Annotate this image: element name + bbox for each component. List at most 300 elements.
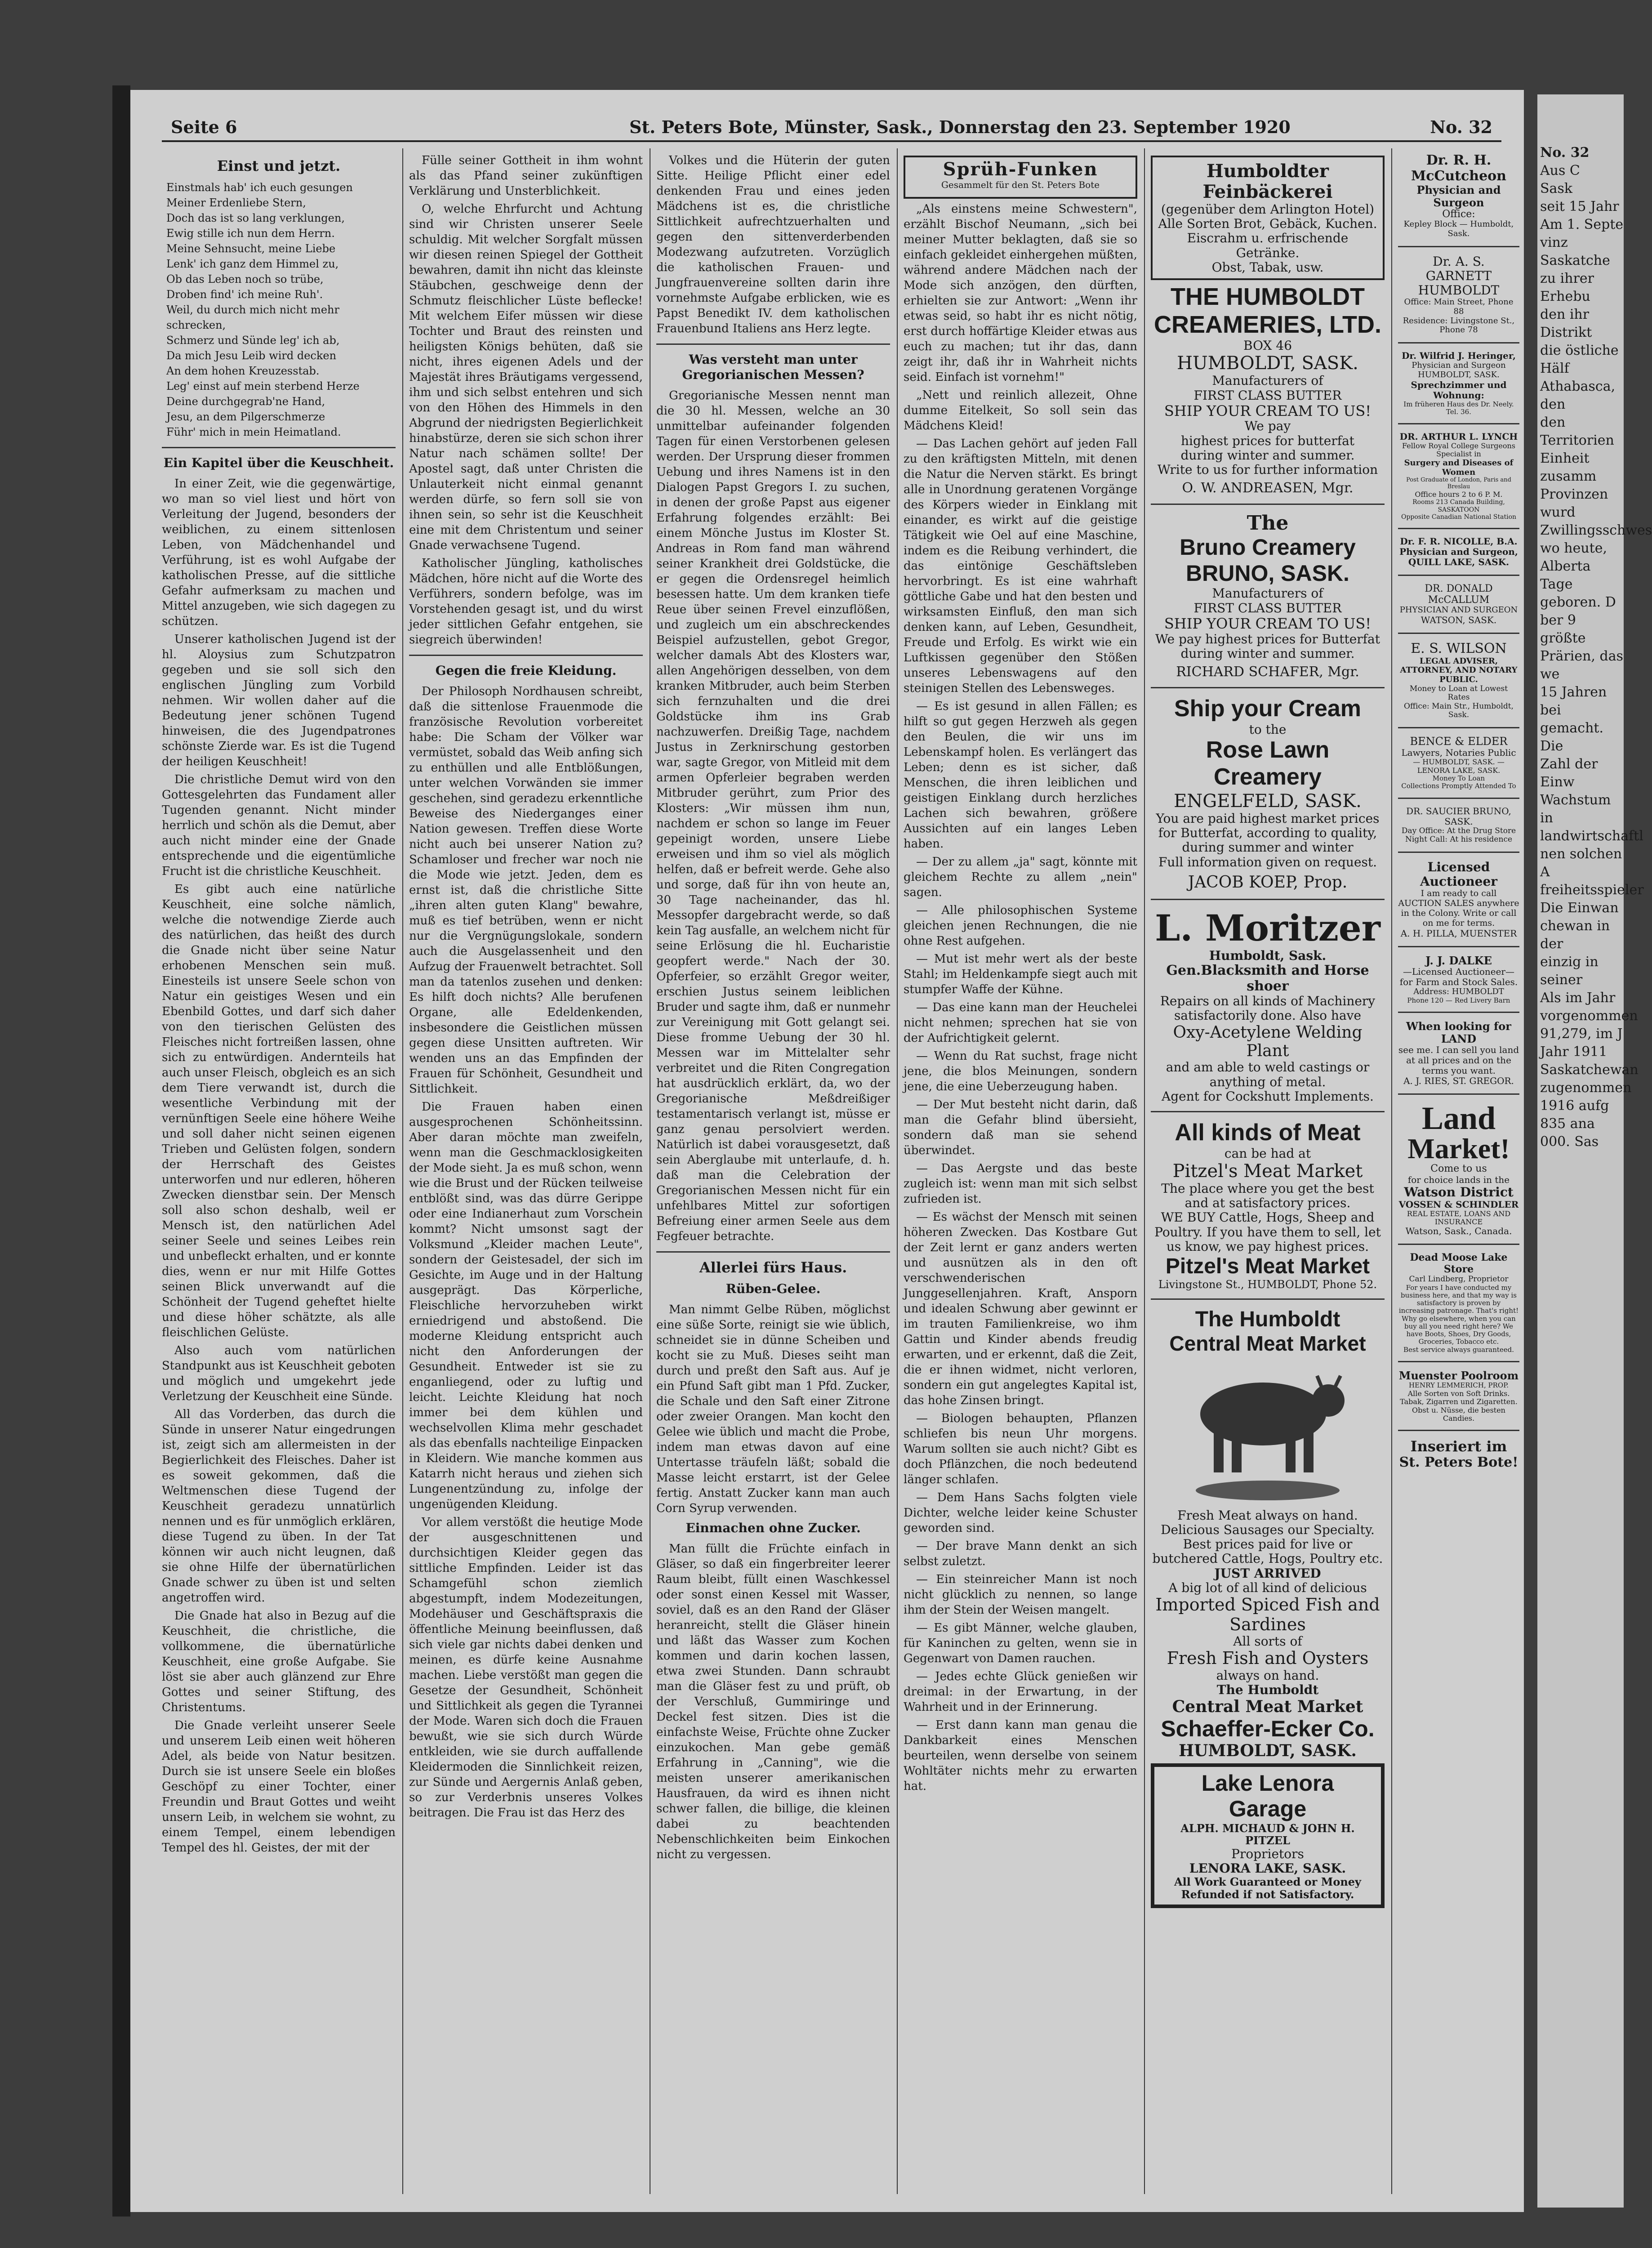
recipe-text: Man füllt die Früchte einfach in Gläser, so daß ein fingerbreiter leerer Raum bleibt, füllt einen Waschkessel oder sonst einen Kessel mit Wasser, soviel, daß es an den Rand der Gläser heranreicht, stellt die Gläser hinein und läßt das Wasser zum Kochen kommen und darin kochen lassen, etwa zwei Stunden. Dann schraubt man die Gläser fest zu und prüft, ob der Verschluß, Gummiringe und Deckel fest sitzen. Dies ist die einfachste Weise, Früchte ohne Zucker einzukochen. Man gebe gemäß Erfahrung in „Canning", wie die meisten unserer amerikanischen Hausfrauen, da wird es ihnen nicht schwer fallen, die billige, die kleinen dabei zu beachtenden Nebenschlichkeiten beim Einkochen nicht zu vergessen. — [656, 1542, 890, 1861]
ries-name: A. J. RIES, ST. GREGOR. — [1403, 1075, 1514, 1087]
column-rule — [1144, 148, 1145, 2194]
saucier-card — [1398, 806, 1519, 844]
recipe-title: Einmachen ohne Zucker. — [686, 1521, 861, 1535]
masthead-line: St. Peters Bote, Münster, Sask., Donnerstag den 23. September 1920 — [629, 117, 1291, 137]
spruehfunken-item: — Es ist gesund in allen Fällen; es hilft so gut gegen Herzweh als gegen den Beulen, die wir uns im Lebenskampf holen. Es verlängert das Leben; denn es ist sicher, daß Menschen, die ihren leiblichen und geistigen Einklang durch herzliches Lachen sich bewahren, größere Aussichten auf ein langes Leben haben. — [904, 700, 1137, 851]
spruehfunken-item: — Jedes echte Glück genießen wir dreimal: in der Erwartung, in der Wahrheit und in der Erinnerung. — [904, 1670, 1137, 1714]
spruehfunken-item: — Erst dann kann man genau die Dankbarkeit eines Menschen beurteilen, wenn derselbe von seinem Wohltäter nichts mehr zu erwarten hat. — [904, 1718, 1137, 1793]
creameries-title: THE HUMBOLDT CREAMERIES, LTD. — [1153, 283, 1381, 339]
spruehfunken-item: — Der zu allem „ja" sagt, könnte mit gleichem Rechte zu allem „nein" sagen. — [904, 855, 1137, 899]
bakery-line: Obst, Tabak, usw. — [1211, 259, 1324, 275]
moritzer-title: L. Moritzer — [1155, 907, 1380, 950]
bruno-the: The — [1247, 511, 1289, 535]
spruehfunken-item: „Als einstens meine Schwestern", erzählt Bischof Neumann, „sich bei meiner Mutter beklagten, daß sie so einfach gekleidet einhergehen müßten, während andere Mädchen nach der Mode sich anzögen, den dürften, erhielten sie zur Antwort: „Wenn ihr etwas seid, so habt ihr es nicht nötig, erst durch hoffärtige Kleider etwas aus euch zu machen; tut ihr das, dann zeigt ihr, daß ihr in Wahrheit nichts seid. Einfach ist vornehm!" — [904, 202, 1137, 384]
paragraph: Also auch vom natürlichen Standpunkt aus ist Keuschheit geboten und möglich und umgekehrt jede Verletzung der Keuschheit eine Sünde. — [162, 1344, 396, 1403]
pilla-name: A. H. PILLA, MUENSTER — [1400, 928, 1517, 939]
page-header — [130, 112, 1524, 139]
article-body — [162, 476, 396, 1855]
mccutcheon-card — [1398, 153, 1519, 239]
spruehfunken-item: „Nett und reinlich allezeit, Ohne dumme Eitelkeit, So soll sein das Mädchens Kleid! — [904, 388, 1137, 433]
land-district: Watson District — [1404, 1184, 1514, 1200]
garage-town: LENORA LAKE, SASK. — [1189, 1861, 1346, 1876]
adjacent-line: die östliche Hälf — [1540, 343, 1619, 376]
rose-town: ENGELFELD, SASK. — [1174, 790, 1362, 812]
central-text: All sorts of — [1233, 1634, 1302, 1649]
divider — [409, 655, 643, 656]
bence-town: — HUMBOLDT, SASK. — — [1413, 758, 1505, 767]
creameries-text: during winter and summer. — [1180, 447, 1355, 463]
adjacent-line: ber 9 größte — [1540, 612, 1586, 646]
adjacent-line: freiheitsspieler — [1540, 882, 1644, 898]
spruehfunken-item: — Ein steinreicher Mann ist noch nicht glücklich zu nennen, so lange ihm der Stein der Weisen mangelt. — [904, 1573, 1137, 1617]
creameries-box: BOX 46 — [1243, 338, 1292, 353]
pilla-card — [1398, 860, 1519, 939]
rose-text: Full information given on request. — [1158, 854, 1377, 870]
adjacent-line: Zahl der Einw — [1540, 756, 1598, 790]
creameries-text: We pay — [1244, 419, 1291, 434]
column-2 — [409, 153, 643, 2194]
adjacent-line: Zwillingsschwes — [1540, 522, 1652, 538]
poem-line: Ob das Leben noch so trübe, — [166, 273, 324, 285]
pitzel-name2: Pitzel's Meat Market — [1165, 1254, 1370, 1278]
adjacent-line: Provinzen wurd — [1540, 486, 1608, 520]
poem — [162, 180, 396, 440]
creameries-text: FIRST CLASS BUTTER — [1193, 388, 1342, 403]
central-town: HUMBOLDT, SASK. — [1179, 1741, 1357, 1761]
adjacent-number: No. 32 — [1540, 145, 1590, 161]
adjacent-line: den ihr Distrikt — [1540, 307, 1592, 340]
moritzer-trade: Gen.Blacksmith and Horse shoer — [1166, 963, 1369, 994]
wilson-title: LEGAL ADVISER, ATTORNEY, AND NOTARY PUBLIC. — [1400, 656, 1518, 684]
adjacent-page — [1537, 94, 1652, 2208]
ries-title: When looking for LAND — [1406, 1020, 1511, 1045]
bence-name: BENCE & ELDER — [1410, 735, 1508, 748]
adjacent-line: Einheit zusamm — [1540, 450, 1597, 484]
poem-line: Da mich Jesu Leib wird decken — [166, 349, 337, 362]
land-real: REAL ESTATE, LOANS AND INSURANCE — [1407, 1209, 1511, 1227]
divider — [1398, 342, 1519, 343]
column-rule — [897, 148, 898, 2194]
mccallum-name: DR. DONALD McCALLUM — [1425, 583, 1493, 606]
spruehfunken-banner — [904, 156, 1137, 199]
book-binding — [112, 85, 130, 2217]
divider — [1398, 1244, 1519, 1245]
divider — [1151, 1111, 1385, 1112]
deadmoose-text: For years I have conducted my business here, and that my way is satisfactory is proven by increasing patronage. That's right! Why go elsewhere, when you can buy all you need right here? We have Boots, Shoes, Dry Goods, Groceries, Tobacco etc. — [1398, 1283, 1519, 1346]
bruno-mgr: RICHARD SCHAFER, Mgr. — [1176, 664, 1359, 680]
divider — [1398, 528, 1519, 529]
saucier-night: Night Call: At his residence — [1405, 835, 1513, 844]
poem-line: Droben find' ich meine Ruh'. — [166, 288, 323, 301]
poem-line: Meiner Erdenliebe Stern, — [166, 196, 306, 209]
pitzel-sub: can be had at — [1224, 1146, 1311, 1161]
bruno-text: FIRST CLASS BUTTER — [1193, 600, 1342, 616]
garnett-card — [1398, 254, 1519, 335]
divider — [1151, 687, 1385, 688]
adjacent-line: seit 15 Jahr — [1540, 199, 1619, 214]
saucier-day: Day Office: At the Drug Store — [1401, 826, 1516, 835]
mccallum-card — [1398, 583, 1519, 625]
central-imported: Imported Spiced Fish and Sardines — [1155, 1594, 1380, 1634]
nicolle-title: Physician and Surgeon, — [1399, 546, 1518, 557]
article-body — [656, 388, 890, 1244]
pilla-title: Licensed Auctioneer — [1420, 859, 1498, 889]
bruno-town: BRUNO, SASK. — [1186, 560, 1349, 586]
divider — [1398, 633, 1519, 634]
article-title: Gegen die freie Kleidung. — [435, 663, 617, 678]
creameries-town: HUMBOLDT, SASK. — [1177, 353, 1358, 374]
paragraph: Die Frauen haben einen ausgesprochenen Schönheitssinn. Aber daran möchte man zweifeln, wenn man die Geschmacklosigkeiten der Mode sieht. Ja es muß schon, wenn wie die Brust und der Rücken teilweise entblößt sind, was das dürre Gerippe oder eine Indianerhaut zum Vorschein kommt? Nicht umsonst sagt der Volksmund „Kleider machen Leute", sondern der Geistesadel, der sich im Gesichte, im Auge und in der Haltung ausgeprägt. Das Körperliche, Fleischliche hervorzuheben wirkt erniedrigend und abstoßend. Die moderne Kleidung entspricht auch nicht den Anforderungen der Gesundheit. Entweder ist sie zu enganliegend, oder zu luftig und leicht. Leichte Kleidung hat noch immer bei dem kühlen und wechselvollen Klima mehr geschadet als das ebenfalls nachteilige Einpacken in Kleidern. Wie manche kommen aus Katarrh nicht heraus und ziehen sich Lungenentzündung zu, infolge der ungenügenden Kleidung. — [409, 1100, 643, 1511]
rose-text: You are paid highest market prices for Butterfat, according to quality, during summer and winter — [1156, 811, 1380, 855]
heringer-s2: Im früheren Haus des Dr. Neely. Tel. 36. — [1403, 400, 1514, 416]
dalke-sub: for Farm and Stock Sales. — [1399, 977, 1518, 988]
divider — [656, 1251, 890, 1253]
heringer-town: HUMBOLDT, SASK. — [1418, 370, 1500, 379]
article-body — [409, 153, 643, 647]
divider — [1151, 899, 1385, 900]
column-1 — [162, 153, 396, 2194]
bence-coll: Collections Promptly Attended To — [1401, 782, 1516, 790]
spruehfunken-subtitle: Gesammelt für den St. Peters Bote — [941, 179, 1100, 190]
paragraph: Katholischer Jüngling, katholisches Mädchen, höre nicht auf die Worte des Verführers, sondern befolge, was im Vorstehenden gesagt ist, und du wirst jeder sittlichen Gefahr entgehen, sie siegreich überwinden! — [409, 557, 643, 647]
bakery-line: Eiscrahm u. erfrischende Getränke. — [1187, 231, 1349, 260]
ries-text: see me. I can sell you land at all prices and on the terms you want. — [1398, 1044, 1519, 1076]
poem-line: Weil, du durch mich nicht mehr schrecken, — [166, 303, 339, 331]
article-body — [409, 684, 643, 1820]
land-title: Land — [1421, 1100, 1496, 1137]
garage-l1: Lake Lenora — [1201, 1770, 1334, 1796]
bakery-line: Alle Sorten Brot, Gebäck, Kuchen. — [1158, 216, 1377, 232]
mccallum-title: PHYSICIAN AND SURGEON — [1399, 605, 1518, 615]
paragraph: Der Philosoph Nordhausen schreibt, daß die sittenlose Frauenmode die französische Revolution vorbereitet habe: Die Scham der Völker war vermüstet, sobald das Weib anfing sich zu enthüllen und alle Entblößungen, unter welchen Vorwänden sie immer geschehen, sind geradezu erkenntliche Beweise des Niederganges einer Nation gewesen. Treffen diese Worte nicht auch bei unserer Nation zu? Schamloser und frecher war noch nie die Mode wie jetzt. Jeden, dem es ernst ist, daß die christliche Sitte „ihren alten guten Klang" bewahre, muß es tief betrüben, wenn er nicht nur die Vergnügungslokale, sondern auch die Ausgelassenheit und den Aufzug der Frauenwelt betrachtet. Soll man da tatenlos zusehen und denken: Es hilft doch nichts? Alle berufenen Organe, alle Edeldenkenden, insbesondere die Geistlichen müssen gegen diese Unsitten auftreten. Wir wenden uns an das Empfinden der Frauen für Schönheit, Gesundheit und Sittlichkeit. — [409, 685, 643, 1096]
spruehfunken-item: — Es wächst der Mensch mit seinen höheren Zwecken. Das Kostbare Gut der Zeit lernt er ganz anders werten und ausnützen als in den oft verschwenderischen Junggesellenjahren. Kraft, Ansporn und idealen Schwung aber gewinnt er im trauten Familienkreise, wo ihm Gattin und Kinder abends freudig erwarten, und er erkennt, daß die Zeit, die er ihnen widmet, nicht verloren, sondern ein gut angelegtes Kapital ist, das hohe Zinsen bringt. — [904, 1210, 1137, 1407]
poolroom-prop: HENRY LEMMERICH, PROP. — [1408, 1381, 1509, 1390]
central-meat-ad — [1151, 1307, 1385, 1761]
dalke-card — [1398, 955, 1519, 1005]
paragraph: Gregorianische Messen nennt man die 30 hl. Messen, welche an 30 unmittelbar aufeinander folgenden Tagen für einen Verstorbenen gelesen werden. Der Ursprung dieser frommen Uebung und ihres Namens ist in den Dialogen Papst Gregors I. zu suchen, in denen der große Papst aus eigener Erfahrung folgendes erzählt: Bei einem Mönche Justus im Kloster St. Andreas in Rom fand man während seiner Krankheit drei Goldstücke, die er gegen die Ordensregel heimlich besessen hatte. Um dem kranken tiefe Reue über seinen Frevel einzuflößen, und zugleich um ein abschreckendes Beispiel aufzustellen, gebot Gregor, welcher damals Abt des Klosters war, allen Angehörigen desselben, von dem kranken Mitbruder, auch beim Sterben sich fernzuhalten und die drei Goldstücke ihm ins Grab nachzuwerfen. Dreißig Tage, nachdem Justus in Zerknirschung gestorben war, sagte Gregor, von Mitleid mit dem armen Opferleier begraben werden Mitbruder gerührt, zum Prior des Klosters: „Wir müssen ihm nun, nachdem er schon so lange im Feuer gepeinigt worden, unsere Liebe erweisen und ihm so viel als möglich helfen, daß er befreit werde. Gehe also und sorge, daß für ihn von heute an, 30 Tage nacheinander, das hl. Messopfer dargebracht werde, so daß kein Tag ausfalle, an welchem nicht für seine Erlösung die hl. Eucharistie geopfert werde." Nach der 30. Opferfeier, so erzählt Gregor weiter, erschien Justus seinem leiblichen Bruder und sagte ihm, daß er nunmehr zur Vereinigung mit Gott gelangt sei. Diese fromme Uebung der 30 hl. Messen war im Mittelalter sehr verbreitet und die Riten Congregation hat ausdrücklich erklärt, da, wo der Gregorianische Meßdreißiger testamentarisch verlangt ist, müsse er ganz genau persolviert werden. Natürlich ist dabei vorausgesetzt, daß sein Aberglaube mit unterlaufe, d. h. daß man die Celebration der Gregorianischen Messen nicht für ein unfehlbares Mittel zur sofortigen Befreiung einer armen Seele aus dem Fegfeuer betrachte. — [656, 389, 890, 1243]
poem-line: Ewig stille ich nun dem Herrn. — [166, 227, 335, 240]
paragraph: Die Gnade hat also in Bezug auf die Keuschheit, die christliche, die vollkommene, die übernatürliche Keuschheit, eine große Aufgabe. Sie löst sie aber auch glänzend zur Ehre Gottes und seiner Stiftung, des Christentums. — [162, 1609, 396, 1714]
spruehfunken-item: — Der brave Mann denkt an sich selbst zuletzt. — [904, 1539, 1137, 1568]
central-text: Delicious Sausages our Specialty. — [1161, 1522, 1375, 1537]
land-market-ad — [1398, 1102, 1519, 1236]
central-arrived: JUST ARRIVED — [1214, 1566, 1321, 1581]
land-town: Watson, Sask., Canada. — [1405, 1226, 1512, 1237]
dalke-addr: Address: HUMBOLDT — [1413, 987, 1504, 997]
land-title-2: Market! — [1407, 1133, 1510, 1165]
divider — [1398, 727, 1519, 728]
bruno-text: We pay highest prices for Butterfat during winter and summer. — [1155, 631, 1380, 661]
moritzer-weld: Oxy-Acetylene Welding Plant — [1173, 1023, 1363, 1061]
adjacent-line: 1916 aufg — [1540, 1098, 1609, 1114]
recipe-text: Man nimmt Gelbe Rüben, möglichst eine süße Sorte, reinigt sie wie üblich, schneidet sie in dünne Scheiben und kocht sie zu Muß. Dieses seiht man durch und preßt den Saft aus. Auf je ein Pfund Saft gibt man 1 Pfd. Zucker, die Schale und den Saft einer Zitrone oder zweier Orangen. Man kocht den Gelee wie üblich und macht die Probe, indem man etwas davon auf eine Untertasse träufeln läßt; sobald die Masse leicht erstarrt, ist der Gelee fertig. Anstatt Zucker kann man auch Corn Syrup verwenden. — [656, 1303, 890, 1515]
deadmoose-best: Best service always guaranteed. — [1403, 1345, 1514, 1354]
poolroom-text: Alle Sorten von Soft Drinks. Tabak, Zigarren und Zigaretten. Obst u. Nüsse, die besten Candies. — [1400, 1389, 1518, 1423]
bence-title: Lawyers, Notaries Public — [1401, 747, 1516, 758]
bakery-title: Humboldter Feinbäckerei — [1202, 161, 1333, 202]
poem-line: Jesu, an dem Pilgerschmerze — [166, 410, 325, 423]
paragraph: Volkes und die Hüterin der guten Sitte. Heilige Pflicht einer edel denkenden Frau und eines jeden Mädchens ist es, die christliche Sittlichkeit aufrechtzuerhalten und gegen den sittenverderbenden Modezwang aufzutreten. Vorzüglich die katholischen Frauen- und Jungfrauenvereine sollten darin ihre vornehmste Aufgabe erblicken, wie es Papst Benedikt IV. dem katholischen Frauenbund Italiens ans Herz legte. — [656, 154, 890, 335]
land-text: for choice lands in the — [1407, 1174, 1510, 1185]
spruehfunken-item: — Dem Hans Sachs folgten viele Dichter, welche leider keine Schuster geworden sind. — [904, 1491, 1137, 1535]
moritzer-town: Humboldt, Sask. — [1209, 948, 1327, 963]
central-text: always on hand. — [1216, 1668, 1319, 1683]
bakery-ad — [1151, 156, 1385, 280]
poem-line: Führ' mich in mein Heimatland. — [166, 426, 341, 438]
divider — [1398, 246, 1519, 247]
mccutcheon-addr: Kepley Block — Humboldt, Sask. — [1403, 219, 1514, 239]
pitzel-name: Pitzel's Meat Market — [1172, 1160, 1363, 1182]
bruno-text: SHIP YOUR CREAM TO US! — [1164, 615, 1371, 632]
adjacent-line: Wachstum in — [1540, 792, 1611, 826]
garage-l2: Garage — [1229, 1796, 1307, 1822]
paragraph: O, welche Ehrfurcht und Achtung sind wir Christen unserer Seele schuldig. Mit welcher Sorgfalt müssen wir diesen reinen Spiegel der Gottheit bewahren, damit ihn nicht das kleinste Stäubchen, geschweige denn der Schmutz fleischlicher Lüste beflecke! Mit welchem Eifer müssen wir diese Tochter und Braut des reinsten und heiligsten Königs behüten, daß sie nicht, ihres eigenen Adels und der Majestät ihres Bräutigams vergessend, ihm und sich selbst entehren und sich von den Höhen des Himmels in den Abgrund der niedrigsten Begierlichkeit hinabstürze, deren sie sich schon ihrer Natur nach schämen sollte! Der Apostel sagt, daß unter Christen die Unlauterkeit nicht einmal genannt werden dürfe, so fern soll sie von ihnen sein, so sehr ist die Keuschheit eine mit dem Christentum und seiner Gnade verwachsene Tugend. — [409, 202, 643, 552]
paragraph: Unserer katholischen Jugend ist der hl. Aloysius zum Schutzpatron gegeben und sie soll sich den englischen Jüngling zum Vorbild nehmen. Wir wollen daher auf die Bedeutung jener schönen Tugend hinweisen, die des Jugendpatrones schönste Zierde war. Es ist die Tugend der heiligen Keuschheit! — [162, 633, 396, 768]
garnett-res: Residence: Livingstone St., Phone 78 — [1403, 316, 1515, 335]
heringer-name: Dr. Wilfrid J. Heringer, — [1402, 350, 1516, 361]
poolroom-title: Muenster Poolroom — [1398, 1369, 1519, 1382]
article-body — [656, 153, 890, 336]
central-title2: Central Meat Market — [1172, 1697, 1363, 1716]
poem-line: Leg' einst auf mein sterbend Herze — [166, 380, 360, 393]
land-text: Come to us — [1430, 1163, 1487, 1175]
heringer-card — [1398, 351, 1519, 416]
paragraph: Es gibt auch eine natürliche Keuschheit, eine solche nämlich, welche die notwendige Zierde auch des natürlichen, das heißt des durch die Gnade nicht über seine Natur erhobenen Menschen sein muß. Einesteils ist unsere Seele schon von Natur ein geistiges Wesen und ein Ebenbild Gottes, und darf sich daher von den tierischen Gelüsten des Fleisches nicht fortreißen lassen, ohne sich zu entwürdigen. Andernteils hat auch unser Fleisch, obgleich es an sich dem Tiere verwandt ist, durch die wesentliche Verbindung mit der vernünftigen Seele eine höhere Weihe und soll daher nicht seinen eigenen Trieben und Gelüsten folgen, sondern der Herrschaft des Geistes unterworfen und nur edleren, höheren Zwecken dienstbar sein. Der Mensch soll also schon deshalb, weil er Mensch ist, den natürlichen Adel seiner Seele und seines Leibes rein und unbefleckt erhalten, und er konnte dies, wenn er nur mit Hilfe Gottes seinen Blick unverwandt auf die Schönheit der Tugend geheftet hielte und diese höher schätzte, als alle fleischlichen Gelüste. — [162, 883, 396, 1339]
adjacent-line: Sask — [1540, 181, 1573, 196]
divider — [656, 343, 890, 345]
divider — [1398, 575, 1519, 576]
poolroom-ad — [1398, 1369, 1519, 1423]
newspaper-page — [130, 90, 1524, 2212]
central-title: Central Meat Market — [1169, 1331, 1366, 1355]
lynch-spec: Specialist in — [1436, 450, 1481, 459]
paragraph: All das Vorderben, das durch die Sünde in unserer Natur eingedrungen ist, zeigt sich am allermeisten in der Begierlichkeit des Fleisches. Daher ist es soweit gekommen, daß die Weltmenschen diese Tugend der Keuschheit geradezu unnatürlich nennen und es für unmöglich erklären, diese Tugend zu üben. In der Tat können wir auch nicht leugnen, daß sie ohne Hilfe der übernatürlichen Gnade schwer zu üben ist und selten angetroffen wird. — [162, 1408, 396, 1605]
paragraph: Fülle seiner Gottheit in ihm wohnt als das Pfand seiner zukünftigen Verklärung und Unsterblichkeit. — [409, 154, 643, 198]
adjacent-line: nen solchen A — [1540, 846, 1622, 880]
adjacent-line: Jahr 1911 — [1540, 1044, 1607, 1060]
poem-title: Einst und jetzt. — [217, 157, 341, 174]
adjacent-line: wo heute, Alberta — [1540, 540, 1607, 574]
poem-line: Meine Sehnsucht, meine Liebe — [166, 242, 336, 255]
divider — [1151, 504, 1385, 505]
article-title: Was versteht man unter Gregorianischen Messen? — [682, 352, 864, 382]
adjacent-line: 15 Jahren bei — [1540, 684, 1607, 718]
recipe-title: Rüben-Gelee. — [726, 1281, 821, 1296]
adjacent-line: Am 1. Septe — [1540, 217, 1624, 232]
central-the2: The Humboldt — [1216, 1682, 1319, 1698]
rose-line: Ship your Cream — [1174, 696, 1362, 722]
pitzel-addr: Livingstone St., HUMBOLDT, Phone 52. — [1158, 1278, 1377, 1291]
paragraph: Die Gnade verleiht unserer Seele und unserem Leib einen weit höheren Adel, als beide von Natur besitzen. Durch sie ist unsere Seele ein bloßes Geschöpf zu einer Tochter, einer Freundin und Braut Gottes und weiht unsern Leib, in welchem sie wohnt, zu einem Tempel, einem lebendigen Tempel des hl. Geistes, der mit der — [162, 1719, 396, 1855]
adjacent-line: Tage geboren. D — [1540, 576, 1616, 610]
nicolle-town: QUILL LAKE, SASK. — [1408, 556, 1510, 567]
spruehfunken-item: — Es gibt Männer, welche glauben, für Kaninchen zu gelten, wenn sie in Gegenwart von Damen rauchen. — [904, 1621, 1137, 1665]
creameries-mgr: O. W. ANDREASEN, Mgr. — [1182, 480, 1354, 496]
deadmoose-prop: Carl Lindberg, Proprietor — [1409, 1275, 1509, 1284]
rose-title: Rose Lawn Creamery — [1206, 737, 1330, 790]
dead-moose-ad — [1398, 1252, 1519, 1353]
deadmoose-title: Dead Moose Lake Store — [1410, 1252, 1508, 1275]
rose-lawn-ad — [1151, 696, 1385, 892]
poem-line: An dem hohen Kreuzesstab. — [166, 365, 320, 377]
adjacent-line: zugenommen — [1540, 1080, 1632, 1096]
moritzer-agent: Agent for Cockshutt Implements. — [1162, 1088, 1374, 1104]
inseriert-line: St. Peters Bote! — [1399, 1454, 1518, 1471]
dalke-title: —Licensed Auctioneer— — [1403, 966, 1514, 977]
adjacent-line: 91,279, im J — [1540, 1026, 1623, 1042]
poem-line: Doch das ist so lang verklungen, — [166, 212, 345, 224]
pitzel-text: WE BUY Cattle, Hogs, Sheep and Poultry. If you have them to sell, let us know, we pay highest prices. — [1154, 1210, 1381, 1254]
lynch-card — [1398, 432, 1519, 521]
spruehfunken-item: — Wenn du Rat suchst, frage nicht jene, die blos Meinungen, sondern jene, die eine Ueberzeugung haben. — [904, 1049, 1137, 1093]
creameries-text: highest prices for butterfat — [1180, 433, 1355, 448]
adjacent-line: gemacht. Die — [1540, 720, 1604, 754]
lynch-rooms: Rooms 213 Canada Building, SASKATOON — [1412, 499, 1505, 513]
garnett-office: Office: Main Street, Phone 88 — [1404, 297, 1514, 317]
inseriert-line: Inseriert im — [1410, 1438, 1507, 1455]
poem-line: Lenk' ich ganz dem Himmel zu, — [166, 258, 339, 270]
issue-number: No. 32 — [1430, 117, 1492, 137]
garnett-town: HUMBOLDT — [1418, 283, 1500, 298]
pitzel-text: The place where you get the best and at satisfactory prices. — [1161, 1181, 1374, 1211]
paragraph: Vor allem verstößt die heutige Mode der ausgeschnittenen und durchsichtigen Kleider gegen das sittliche Empfinden. Leider ist das Schamgefühl schon ziemlich abgestumpft, indem Modezeitungen, Modehäuser und Geschäftspraxis die öffentliche Meinung beeinflussen, daß sich viele gar nichts dabei denken und meinen, es dürfe keine Ausnahme machen. Liebe verstößt man gegen die Gesetze der Gesundheit, Schönheit und Sittlichkeit als gegen die Tyrannei der Mode. Waren sich doch die Frauen bewußt, wie sie sich durch Würde entkleiden, wie sie durch auffallende Kleidermoden die Sinnlichkeit reizen, zur Sünde und Aergernis Anlaß geben, so zur Verderbnis unseres Volkes beitragen. Die Frau ist das Herz des — [409, 1516, 643, 1820]
divider — [1398, 1430, 1519, 1431]
divider — [1398, 946, 1519, 947]
garage-names: ALPH. MICHAUD & JOHN H. PITZEL — [1180, 1821, 1355, 1847]
mccutcheon-title: Physician and Surgeon — [1416, 183, 1501, 209]
column-6-directory — [1398, 153, 1519, 2194]
column-5-ads — [1151, 153, 1385, 2194]
ries-card — [1398, 1020, 1519, 1086]
divider — [1398, 852, 1519, 853]
adjacent-line: Als im Jahr — [1540, 990, 1616, 1006]
wilson-money: Money to Loan at Lowest Rates — [1409, 684, 1508, 702]
central-text: A big lot of all kind of delicious — [1168, 1580, 1367, 1595]
creameries-ad — [1151, 283, 1385, 496]
spruehfunken-items — [904, 201, 1137, 1794]
lynch-opp: Opposite Canadian National Station — [1401, 513, 1517, 521]
bence-card — [1398, 736, 1519, 790]
saucier-name: DR. SAUCIER BRUNO, SASK. — [1406, 805, 1511, 827]
poem-line: Schmerz und Sünde leg' ich ab, — [166, 334, 340, 347]
dalke-phone-text: Phone 120 — [1407, 996, 1444, 1004]
creameries-text: SHIP YOUR CREAM TO US! — [1164, 402, 1371, 419]
paragraph: Die christliche Demut wird von den Gottesgelehrten das Fundament aller Tugenden genannt. Nicht minder herrlich und schön als die Demut, aber auch nicht minder eine der Gnade entsprechende und die eigentümliche Frucht ist die christliche Keuschheit. — [162, 773, 396, 878]
central-fresh: Fresh Fish and Oysters — [1167, 1648, 1369, 1668]
pitzel-ad — [1151, 1120, 1385, 1291]
bruno-ad — [1151, 512, 1385, 680]
spruehfunken-item: — Mut ist mehr wert als der beste Stahl; im Heldenkampfe siegt auch mit stumpfer Waffe der Kühne. — [904, 952, 1137, 996]
bruno-title: Bruno Creamery — [1180, 535, 1356, 560]
bence-town: LENORA LAKE, SASK. — [1417, 766, 1501, 775]
moritzer-text: Repairs on all kinds of Machinery satisfactorily done. Also have — [1160, 994, 1376, 1023]
lynch-spec2: Surgery and Diseases of Women — [1404, 458, 1514, 477]
spruehfunken-item: — Das Aergste und das beste zugleich ist: wenn man mit sich selbst zufrieden ist. — [904, 1162, 1137, 1206]
adjacent-line: 835 ana — [1540, 1116, 1595, 1132]
spruehfunken-item: — Das eine kann man der Heuchelei nicht nehmen; sprechen hat sie von der Aufrichtigkeit gelernt. — [904, 1001, 1137, 1045]
pitzel-title: All kinds of Meat — [1175, 1120, 1361, 1146]
ox-illustration-icon — [1173, 1360, 1362, 1504]
creameries-text: Write to us for further information — [1157, 462, 1378, 477]
bence-money: Money To Loan — [1432, 774, 1485, 783]
central-text: Best prices paid for live or butchered Cattle, Hogs, Poultry etc. — [1152, 1537, 1383, 1566]
wilson-name: E. S. WILSON — [1411, 641, 1507, 657]
divider — [1398, 1012, 1519, 1013]
divider — [162, 447, 396, 448]
garage-ad — [1151, 1763, 1385, 1908]
spruehfunken-item: — Das Lachen gehört auf jeden Fall zu den kräftigsten Mitteln, mit denen die Natur die Nerven stärkt. Es bringt alle in Unordnung geratenen Vorgänge des Körpers wieder in Einklang mit einander, es wirkt auf die geistige Tätigkeit wie Oel auf eine Maschine, indem es die Reibung verhindert, die das eintönige Geschäftsleben hervorbringt. Es ist eine wahrhaft göttliche Gabe und hat den besten und wirksamsten Einfluß, den man sich denken kann, auf Leben, Gesundheit, Freude und Erfolg. Es wirkt wie ein Luftkissen gegenüber den Stößen unseres Lebenswagens auf den steinigen Stellen des Lebensweges. — [904, 437, 1137, 695]
article-title: Ein Kapitel über die Keuschheit. — [163, 455, 394, 470]
lynch-name: DR. ARTHUR L. LYNCH — [1399, 431, 1518, 442]
header-rule — [162, 140, 1501, 142]
column-rule — [1391, 148, 1392, 2194]
nicolle-card — [1398, 536, 1519, 567]
adjacent-line: Saskatchewan — [1540, 1062, 1639, 1078]
poem-line: Deine durchgegrab'ne Hand, — [166, 395, 325, 408]
central-co: Schaeffer-Ecker Co. — [1161, 1716, 1375, 1741]
spruehfunken-item: — Biologen behaupten, Pflanzen schliefen bis neun Uhr morgens. Warum sollten sie auch nicht? Gibt es doch Pflänzchen, die noch bedeutend länger schlafen. — [904, 1412, 1137, 1486]
central-the: The Humboldt — [1195, 1307, 1340, 1331]
mccutcheon-office: Office: — [1442, 209, 1475, 220]
adjacent-lines — [1537, 180, 1652, 1151]
bakery-sub: (gegenüber dem Arlington Hotel) — [1161, 202, 1375, 217]
wilson-office: Office: Main Str., Humboldt, Sask. — [1403, 701, 1514, 720]
dalke-barn-text: Red Livery Barn — [1454, 996, 1510, 1004]
wilson-card — [1398, 641, 1519, 720]
adjacent-line: Die Einwan — [1540, 900, 1619, 916]
heringer-s1: Sprechzimmer und Wohnung: — [1411, 379, 1507, 401]
divider — [1151, 1298, 1385, 1300]
nicolle-name: Dr. F. R. NICOLLE, B.A. — [1400, 535, 1518, 547]
lynch-fellow: Fellow Royal College Surgeons — [1402, 442, 1515, 450]
adjacent-line: Athabasca, den — [1540, 379, 1616, 412]
land-firm: VOSSEN & SCHINDLER — [1398, 1199, 1519, 1210]
divider — [1398, 1361, 1519, 1362]
adjacent-line: chewan in der — [1540, 918, 1610, 952]
moritzer-ad — [1151, 907, 1385, 1104]
garage-guar: All Work Guaranteed or Money Refunded if not Satisfactory. — [1174, 1875, 1361, 1901]
moritzer-text: and am able to weld castings or anything of metal. — [1166, 1060, 1370, 1089]
column-4 — [904, 153, 1137, 2194]
adjacent-line: 000. Sas — [1540, 1134, 1599, 1150]
adjacent-line: Prärien, das we — [1540, 648, 1623, 682]
adjacent-line: den Territorien — [1540, 415, 1614, 448]
divider — [1398, 798, 1519, 799]
adjacent-line: vorgenommen — [1540, 1008, 1638, 1024]
divider — [1398, 1093, 1519, 1095]
rose-line: to the — [1249, 722, 1287, 737]
lynch-post: Post Graduate of London, Paris and Breslau — [1406, 477, 1511, 491]
spruehfunken-item: — Der Mut besteht nicht darin, daß man die Gefahr blind übersieht, sondern daß man sie sehend überwindet. — [904, 1098, 1137, 1157]
inseriert-ad — [1398, 1438, 1519, 1470]
recipes-title: Allerlei fürs Haus. — [699, 1259, 847, 1276]
divider — [1398, 423, 1519, 424]
mccutcheon-name: Dr. R. H. McCutcheon — [1411, 152, 1506, 184]
adjacent-line: landwirtschaftl — [1540, 828, 1643, 844]
garnett-name: Dr. A. S. GARNETT — [1425, 254, 1492, 284]
central-text: Fresh Meat always on hand. — [1177, 1508, 1358, 1523]
spruehfunken-item: — Alle philosophischen Systeme gleichen jenen Rechnungen, die nie ohne Rest aufgehen. — [904, 904, 1137, 948]
garage-prop: Proprietors — [1231, 1847, 1304, 1861]
creameries-text: Manufacturers of — [1212, 373, 1323, 388]
dalke-phone: Phone 120 — Red Livery Barn — [1407, 996, 1510, 1004]
adjacent-line: einzig in seiner — [1540, 954, 1599, 988]
adjacent-line: zu ihrer Erhebu — [1540, 271, 1594, 304]
paragraph: In einer Zeit, wie die gegenwärtige, wo man so viel liest und hört von Verleitung der Jugend, besonders der weiblichen, zu einem sittenlosen Leben, von Mädchenhandel und Verführung, ist es wohl Aufgabe der katholischen Presse, auf die sittliche Gefahr aufmerksam zu machen und Mittel anzugeben, wie sich dagegen zu schützen. — [162, 477, 396, 628]
spruehfunken-title: Sprüh-Funken — [943, 159, 1098, 180]
column-3 — [656, 153, 890, 2194]
poem-line: Einstmals hab' ich euch gesungen — [166, 181, 353, 194]
